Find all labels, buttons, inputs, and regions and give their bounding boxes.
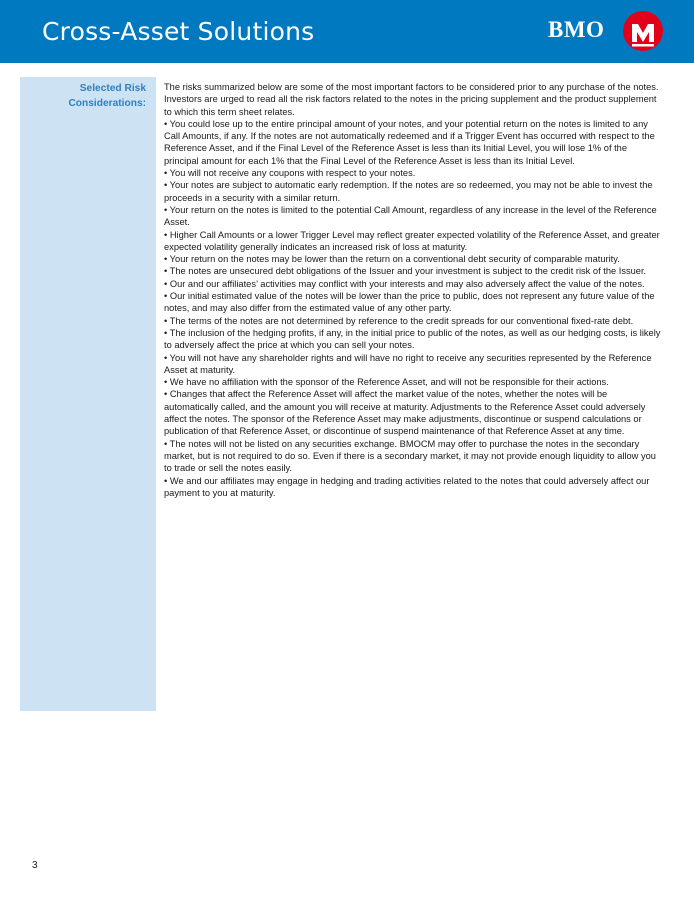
- bmo-logo-icon: [623, 11, 663, 51]
- sidebar-panel: [20, 77, 156, 711]
- page-number: 3: [32, 860, 38, 871]
- risk-bullet: • You will not have any shareholder rights and will have no right to receive any securities represented by the Reference Asset at maturity.: [164, 352, 652, 375]
- risk-bullet: • We and our affiliates may engage in hedging and trading activities related to the notes that could adversely affect our payment to you at maturity.: [164, 475, 650, 498]
- risk-bullet: • You could lose up to the entire principal amount of your notes, and your potential return on the notes is limited to any Call Amounts, if any. If the notes are not automatically redeemed and if a Trigger Event has occurred with respect to the Reference Asset, and if the Final Level of the Reference Asset is less than its Initial Level, you will lose 1% of the principal amount for each 1% that the Final Level of the Reference Asset is less than its Initial Level.: [164, 118, 655, 166]
- risk-bullet: • Higher Call Amounts or a lower Trigger Level may reflect greater expected volatility of the Reference Asset, and greater expected volatility generally indicates an increased risk of loss at maturity.: [164, 229, 660, 252]
- section-label: Selected Risk Considerations:: [68, 83, 146, 109]
- risk-bullet: • You will not receive any coupons with respect to your notes.: [164, 168, 416, 179]
- risk-bullet: • We have no affiliation with the sponsor of the Reference Asset, and will not be responsible for their actions.: [164, 377, 609, 388]
- risk-bullet: • The terms of the notes are not determined by reference to the credit spreads for our conventional fixed-rate debt.: [164, 315, 634, 326]
- header-banner: [0, 0, 694, 63]
- risk-bullet: • The inclusion of the hedging profits, if any, in the initial price to public of the notes, as well as our hedging costs, is likely to adversely affect the price at which you can sell your notes.: [164, 327, 661, 351]
- intro-paragraph: The risks summarized below are some of the most important factors to be considered prior to any purchase of the notes. Investors are urged to read all the risk factors related to the notes in the pricing supplement and the product supplement to which this term sheet relates.: [164, 82, 659, 117]
- brand-name: BMO: [548, 17, 605, 42]
- risk-bullet: • Changes that affect the Reference Asset will affect the market value of the notes, whether the notes will be automatically called, and the amount you will receive at maturity. Adjustments to the Reference Asset could adversely affect the notes. The sponsor of the Reference Asset may make adjustments, discontinue or suspend calculations or publication of that Reference Asset, or discontinue of suspend maintenance of that Reference Asset at any time.: [164, 389, 646, 437]
- risk-bullet: • Your return on the notes is limited to the potential Call Amount, regardless of any increase in the level of the Reference Asset.: [164, 204, 657, 228]
- risk-bullet: • Your return on the notes may be lower than the return on a conventional debt security of comparable maturity.: [164, 254, 620, 265]
- risk-bullet: • The notes will not be listed on any securities exchange. BMOCM may offer to purchase the notes in the secondary market, but is not required to do so. Even if there is a secondary market, it may not provide enough liquidity to allow you to trade or sell the notes easily.: [164, 438, 656, 474]
- risk-bullet: • Our and our affiliates’ activities may conflict with your interests and may also adversely affect the value of the notes.: [164, 278, 645, 289]
- risk-bullet: • Our initial estimated value of the notes will be lower than the price to public, does not represent any future value of the notes, and may also differ from the estimated value of any other party.: [164, 291, 655, 314]
- header-title: Cross-Asset Solutions: [42, 17, 315, 46]
- risk-bullet: • Your notes are subject to automatic early redemption. If the notes are so redeemed, you may not be able to invest the proceeds in a security with a similar return.: [164, 180, 653, 203]
- risk-bullet: • The notes are unsecured debt obligations of the Issuer and your investment is subject to the credit risk of the Issuer.: [164, 266, 647, 277]
- risk-considerations-text: [164, 81, 664, 499]
